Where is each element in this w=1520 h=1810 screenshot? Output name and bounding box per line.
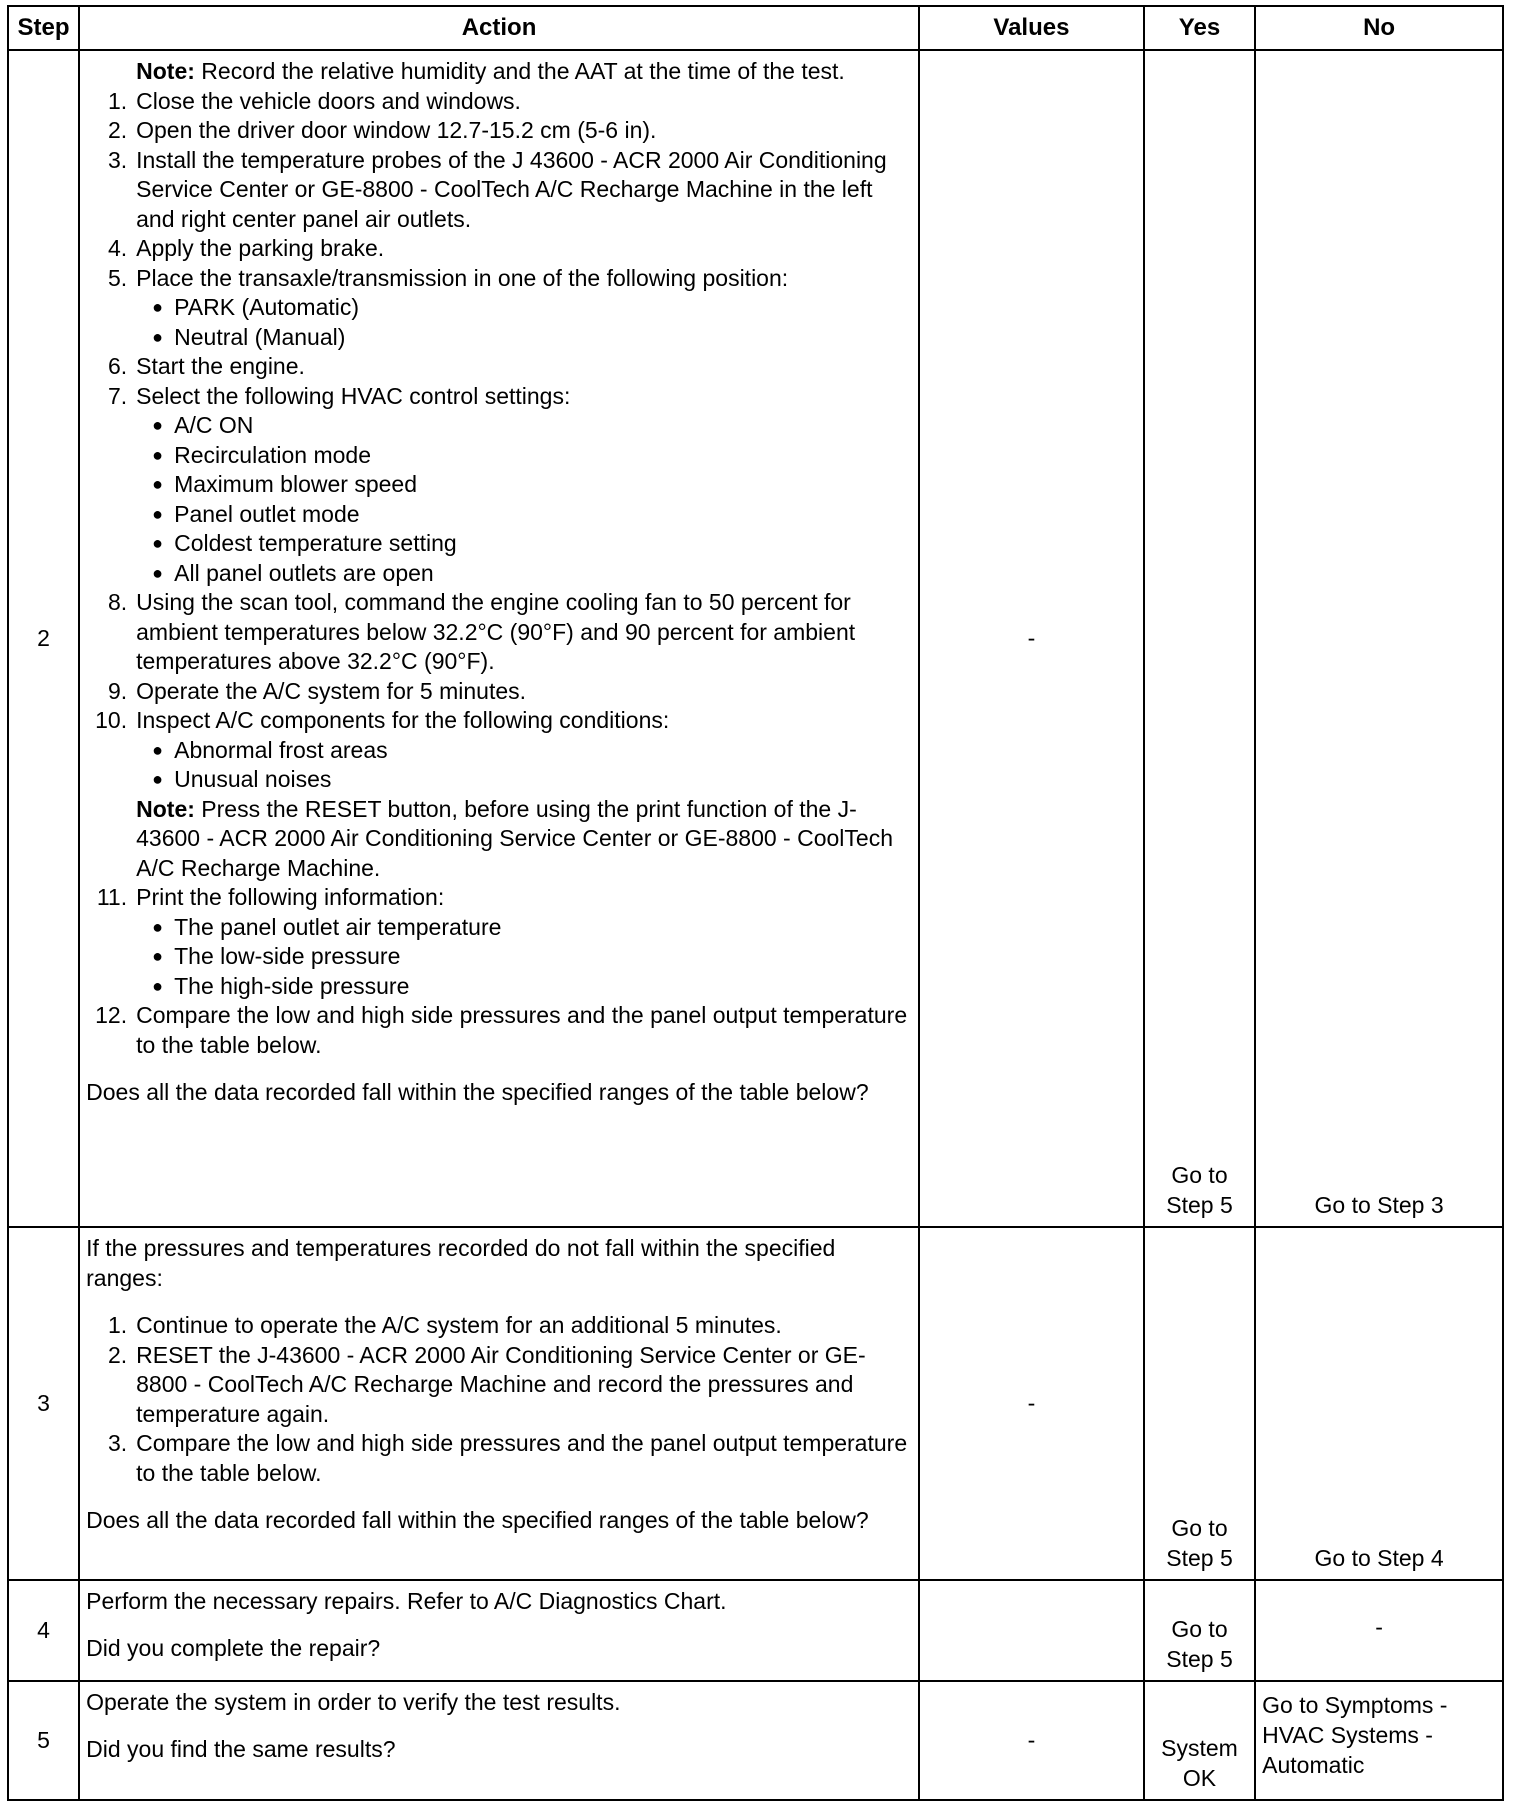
list-item: 10. Inspect A/C components for the following conditions: xyxy=(95,707,670,733)
no-cell: Go to Step 4 xyxy=(1255,1227,1503,1580)
action-cell xyxy=(79,1580,919,1681)
list-item: 4. Apply the parking brake. xyxy=(107,235,385,261)
action-cell xyxy=(79,1681,919,1800)
yes-cell: Go to Step 5 xyxy=(1144,50,1255,1227)
no-cell: Go to Step 3 xyxy=(1255,50,1503,1227)
bullet-item: ● All panel outlets are open xyxy=(152,559,434,586)
header-action: Action xyxy=(79,6,919,50)
list-item: 1. Close the vehicle doors and windows. xyxy=(107,87,521,114)
bullet-item: ● Unusual noises xyxy=(152,766,332,792)
note-label: Note: xyxy=(136,795,195,822)
header-no: No xyxy=(1255,6,1503,50)
values-cell: - xyxy=(919,1227,1144,1580)
table-row-step-3 xyxy=(8,1227,1503,1580)
note-text: Record the relative humidity and the AAT at the time of the test. xyxy=(201,58,845,84)
bullet-item: ● Abnormal frost areas xyxy=(152,736,388,763)
action-cell xyxy=(79,1227,919,1580)
bullet-item: ● Recirculation mode xyxy=(152,441,371,468)
values-cell: - xyxy=(919,50,1144,1227)
values-cell xyxy=(919,1580,1144,1681)
values-cell: - xyxy=(919,1681,1144,1800)
list-item: 3. Compare the low and high side pressures and the panel output temperature to the table below. xyxy=(107,1430,908,1486)
bullet-item: ● The low-side pressure xyxy=(152,943,401,969)
note-text: Press the RESET button, before using the print function of the J-43600 - ACR 2000 Air Conditioning Service Center or GE-8800 - CoolTech A/C Recharge Machine. xyxy=(136,795,893,881)
list-item: 2. RESET the J-43600 - ACR 2000 Air Conditioning Service Center or GE-8800 - CoolTech A/C Recharge Machine and record the pressures and temperature again. xyxy=(107,1341,866,1427)
no-cell: - xyxy=(1255,1580,1503,1681)
step-number: 5 xyxy=(8,1681,79,1800)
list-item: 6. Start the engine. xyxy=(107,353,305,379)
header-yes: Yes xyxy=(1144,6,1255,50)
table-row-step-4 xyxy=(8,1580,1503,1681)
bullet-item: ● The high-side pressure xyxy=(152,972,410,999)
yes-cell: Go to Step 5 xyxy=(1144,1227,1255,1580)
bullet-item: ● A/C ON xyxy=(152,412,254,438)
question: Did you complete the repair? xyxy=(86,1635,381,1662)
bullet-item: ● Neutral (Manual) xyxy=(152,323,346,350)
bullet-item: ● The panel outlet air temperature xyxy=(152,913,502,940)
bullet-item: ● Coldest temperature setting xyxy=(152,530,457,556)
list-item: 7. Select the following HVAC control settings: xyxy=(107,382,571,409)
bullet-item: ● PARK (Automatic) xyxy=(152,294,360,320)
no-cell: Go to Symptoms - HVAC Systems - Automatic xyxy=(1255,1681,1503,1800)
intro-text: Operate the system in order to verify the test results. xyxy=(86,1688,621,1715)
yes-cell: System OK xyxy=(1144,1681,1255,1800)
note xyxy=(86,57,910,87)
question: Does all the data recorded fall within the specified ranges of the table below? xyxy=(86,1079,869,1105)
yes-cell: Go to Step 5 xyxy=(1144,1580,1255,1681)
bullet-item: ● Maximum blower speed xyxy=(152,471,417,497)
list-item: 8. Using the scan tool, command the engine cooling fan to 50 percent for ambient temperatures below 32.2°C (90°F) and 90 percent for ambient temperatures above 32.2°C (90°F). xyxy=(107,589,856,674)
list-item: 1. Continue to operate the A/C system for an additional 5 minutes. xyxy=(107,1312,782,1339)
bullet-item: ● Panel outlet mode xyxy=(152,500,360,527)
list-item: 11. Print the following information: xyxy=(96,884,445,910)
header-values: Values xyxy=(919,6,1144,50)
note-label: Note: xyxy=(136,58,195,84)
header-step: Step xyxy=(8,6,79,50)
list-item: 2. Open the driver door window 12.7-15.2 cm (5-6 in). xyxy=(107,117,657,143)
list-item: 5. Place the transaxle/transmission in one of the following position: xyxy=(107,264,789,291)
table-row-step-5 xyxy=(8,1681,1503,1800)
action-cell xyxy=(79,50,919,1227)
step-number: 3 xyxy=(8,1227,79,1580)
step-number: 4 xyxy=(8,1580,79,1681)
diagnostic-table xyxy=(7,5,1504,1801)
note xyxy=(86,795,910,884)
step-number: 2 xyxy=(8,50,79,1227)
list-item: 3. Install the temperature probes of the J 43600 - ACR 2000 Air Conditioning Service Center or GE-8800 - CoolTech A/C Recharge Machine in the left and right center panel air outlets. xyxy=(107,146,887,232)
question: Did you find the same results? xyxy=(86,1736,396,1763)
header-row xyxy=(8,6,1503,50)
intro-text: Perform the necessary repairs. Refer to A/C Diagnostics Chart. xyxy=(86,1587,727,1614)
question: Does all the data recorded fall within the specified ranges of the table below? xyxy=(86,1507,869,1534)
intro-text: If the pressures and temperatures recorded do not fall within the specified ranges: xyxy=(86,1235,836,1291)
table-row-step-2 xyxy=(8,50,1503,1227)
list-item: 12. Compare the low and high side pressures and the panel output temperature to the table below. xyxy=(95,1002,908,1058)
list-item: 9. Operate the A/C system for 5 minutes. xyxy=(107,677,527,704)
